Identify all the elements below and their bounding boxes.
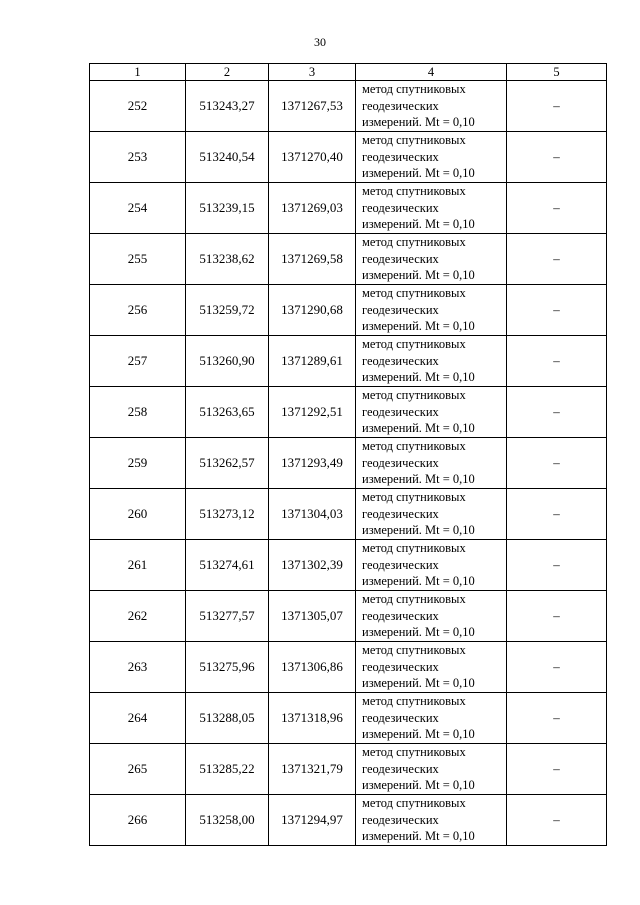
column-5-cell: –	[507, 744, 607, 795]
method-text-line: метод спутниковых	[362, 82, 466, 97]
method-text-line: геодезических	[362, 98, 439, 113]
x-coordinate-cell: 513273,12	[186, 489, 269, 540]
table-row	[90, 234, 607, 285]
x-coordinate-cell: 513262,57	[186, 438, 269, 489]
y-coordinate-cell: 1371269,03	[269, 183, 356, 234]
method-text-line: измерений. Mt = 0,10	[362, 319, 475, 334]
x-coordinate-cell: 513275,96	[186, 642, 269, 693]
method-text-line: метод спутниковых	[362, 133, 466, 148]
method-cell	[356, 285, 507, 336]
point-number-cell: 265	[90, 744, 186, 795]
method-text-line: метод спутниковых	[362, 592, 466, 607]
method-cell	[356, 132, 507, 183]
column-5-cell: –	[507, 183, 607, 234]
method-text-line: метод спутниковых	[362, 694, 466, 709]
method-text-line: измерений. Mt = 0,10	[362, 778, 475, 793]
page-number: 30	[314, 35, 326, 49]
y-coordinate-cell: 1371270,40	[269, 132, 356, 183]
table-row	[90, 183, 607, 234]
column-5-cell: –	[507, 693, 607, 744]
point-number-cell: 255	[90, 234, 186, 285]
method-cell	[356, 642, 507, 693]
method-text-line: измерений. Mt = 0,10	[362, 727, 475, 742]
method-text-line: измерений. Mt = 0,10	[362, 574, 475, 589]
point-number-cell: 266	[90, 795, 186, 846]
method-cell	[356, 438, 507, 489]
x-coordinate-cell: 513238,62	[186, 234, 269, 285]
column-5-cell: –	[507, 285, 607, 336]
method-text-line: измерений. Mt = 0,10	[362, 370, 475, 385]
method-text-line: метод спутниковых	[362, 286, 466, 301]
y-coordinate-cell: 1371302,39	[269, 540, 356, 591]
method-text-line: метод спутниковых	[362, 490, 466, 505]
y-coordinate-cell: 1371267,53	[269, 81, 356, 132]
y-coordinate-cell: 1371321,79	[269, 744, 356, 795]
coordinates-table	[89, 63, 607, 846]
point-number-cell: 260	[90, 489, 186, 540]
method-text-line: метод спутниковых	[362, 388, 466, 403]
x-coordinate-cell: 513288,05	[186, 693, 269, 744]
method-text-line: измерений. Mt = 0,10	[362, 625, 475, 640]
x-coordinate-cell: 513285,22	[186, 744, 269, 795]
method-text-line: метод спутниковых	[362, 745, 466, 760]
method-text-line: геодезических	[362, 149, 439, 164]
method-cell	[356, 591, 507, 642]
column-5-cell: –	[507, 336, 607, 387]
method-text-line: геодезических	[362, 761, 439, 776]
method-cell	[356, 795, 507, 846]
method-text-line: геодезических	[362, 608, 439, 623]
header-col-3: 3	[269, 64, 356, 81]
header-col-1: 1	[90, 64, 186, 81]
x-coordinate-cell: 513259,72	[186, 285, 269, 336]
method-text-line: измерений. Mt = 0,10	[362, 421, 475, 436]
x-coordinate-cell: 513239,15	[186, 183, 269, 234]
method-cell	[356, 693, 507, 744]
table-header-row	[90, 64, 607, 81]
point-number-cell: 261	[90, 540, 186, 591]
column-5-cell: –	[507, 591, 607, 642]
y-coordinate-cell: 1371292,51	[269, 387, 356, 438]
table-row	[90, 81, 607, 132]
x-coordinate-cell: 513274,61	[186, 540, 269, 591]
method-text-line: геодезических	[362, 812, 439, 827]
header-col-2: 2	[186, 64, 269, 81]
method-text-line: измерений. Mt = 0,10	[362, 115, 475, 130]
x-coordinate-cell: 513263,65	[186, 387, 269, 438]
method-text-line: геодезических	[362, 659, 439, 674]
y-coordinate-cell: 1371293,49	[269, 438, 356, 489]
table-row	[90, 438, 607, 489]
table-row	[90, 540, 607, 591]
x-coordinate-cell: 513240,54	[186, 132, 269, 183]
column-5-cell: –	[507, 489, 607, 540]
y-coordinate-cell: 1371269,58	[269, 234, 356, 285]
method-text-line: геодезических	[362, 251, 439, 266]
method-text-line: геодезических	[362, 455, 439, 470]
table-row	[90, 744, 607, 795]
method-cell	[356, 234, 507, 285]
method-text-line: измерений. Mt = 0,10	[362, 217, 475, 232]
column-5-cell: –	[507, 795, 607, 846]
y-coordinate-cell: 1371304,03	[269, 489, 356, 540]
table-row	[90, 285, 607, 336]
column-5-cell: –	[507, 81, 607, 132]
method-text-line: измерений. Mt = 0,10	[362, 472, 475, 487]
table-row	[90, 489, 607, 540]
method-text-line: геодезических	[362, 506, 439, 521]
point-number-cell: 258	[90, 387, 186, 438]
column-5-cell: –	[507, 540, 607, 591]
method-text-line: измерений. Mt = 0,10	[362, 166, 475, 181]
method-text-line: геодезических	[362, 557, 439, 572]
method-text-line: метод спутниковых	[362, 796, 466, 811]
method-text-line: метод спутниковых	[362, 337, 466, 352]
method-text-line: метод спутниковых	[362, 541, 466, 556]
method-cell	[356, 336, 507, 387]
x-coordinate-cell: 513243,27	[186, 81, 269, 132]
method-text-line: метод спутниковых	[362, 235, 466, 250]
method-text-line: измерений. Mt = 0,10	[362, 829, 475, 844]
x-coordinate-cell: 513277,57	[186, 591, 269, 642]
method-cell	[356, 489, 507, 540]
y-coordinate-cell: 1371306,86	[269, 642, 356, 693]
method-cell	[356, 744, 507, 795]
method-text-line: измерений. Mt = 0,10	[362, 676, 475, 691]
y-coordinate-cell: 1371290,68	[269, 285, 356, 336]
method-text-line: измерений. Mt = 0,10	[362, 268, 475, 283]
method-cell	[356, 387, 507, 438]
method-cell	[356, 81, 507, 132]
table-row	[90, 336, 607, 387]
method-text-line: геодезических	[362, 302, 439, 317]
table-row	[90, 132, 607, 183]
method-text-line: геодезических	[362, 404, 439, 419]
column-5-cell: –	[507, 438, 607, 489]
method-text-line: измерений. Mt = 0,10	[362, 523, 475, 538]
point-number-cell: 253	[90, 132, 186, 183]
column-5-cell: –	[507, 132, 607, 183]
table-row	[90, 387, 607, 438]
point-number-cell: 262	[90, 591, 186, 642]
table-row	[90, 693, 607, 744]
x-coordinate-cell: 513258,00	[186, 795, 269, 846]
point-number-cell: 252	[90, 81, 186, 132]
y-coordinate-cell: 1371305,07	[269, 591, 356, 642]
point-number-cell: 263	[90, 642, 186, 693]
y-coordinate-cell: 1371318,96	[269, 693, 356, 744]
y-coordinate-cell: 1371289,61	[269, 336, 356, 387]
header-col-4: 4	[356, 64, 507, 81]
method-text-line: метод спутниковых	[362, 184, 466, 199]
point-number-cell: 257	[90, 336, 186, 387]
column-5-cell: –	[507, 642, 607, 693]
method-cell	[356, 183, 507, 234]
method-text-line: геодезических	[362, 710, 439, 725]
method-text-line: метод спутниковых	[362, 643, 466, 658]
table-row	[90, 591, 607, 642]
header-col-5: 5	[507, 64, 607, 81]
method-text-line: метод спутниковых	[362, 439, 466, 454]
method-text-line: геодезических	[362, 353, 439, 368]
y-coordinate-cell: 1371294,97	[269, 795, 356, 846]
point-number-cell: 259	[90, 438, 186, 489]
point-number-cell: 256	[90, 285, 186, 336]
point-number-cell: 254	[90, 183, 186, 234]
method-text-line: геодезических	[362, 200, 439, 215]
column-5-cell: –	[507, 387, 607, 438]
method-cell	[356, 540, 507, 591]
table-row	[90, 642, 607, 693]
table-row	[90, 795, 607, 846]
x-coordinate-cell: 513260,90	[186, 336, 269, 387]
column-5-cell: –	[507, 234, 607, 285]
point-number-cell: 264	[90, 693, 186, 744]
